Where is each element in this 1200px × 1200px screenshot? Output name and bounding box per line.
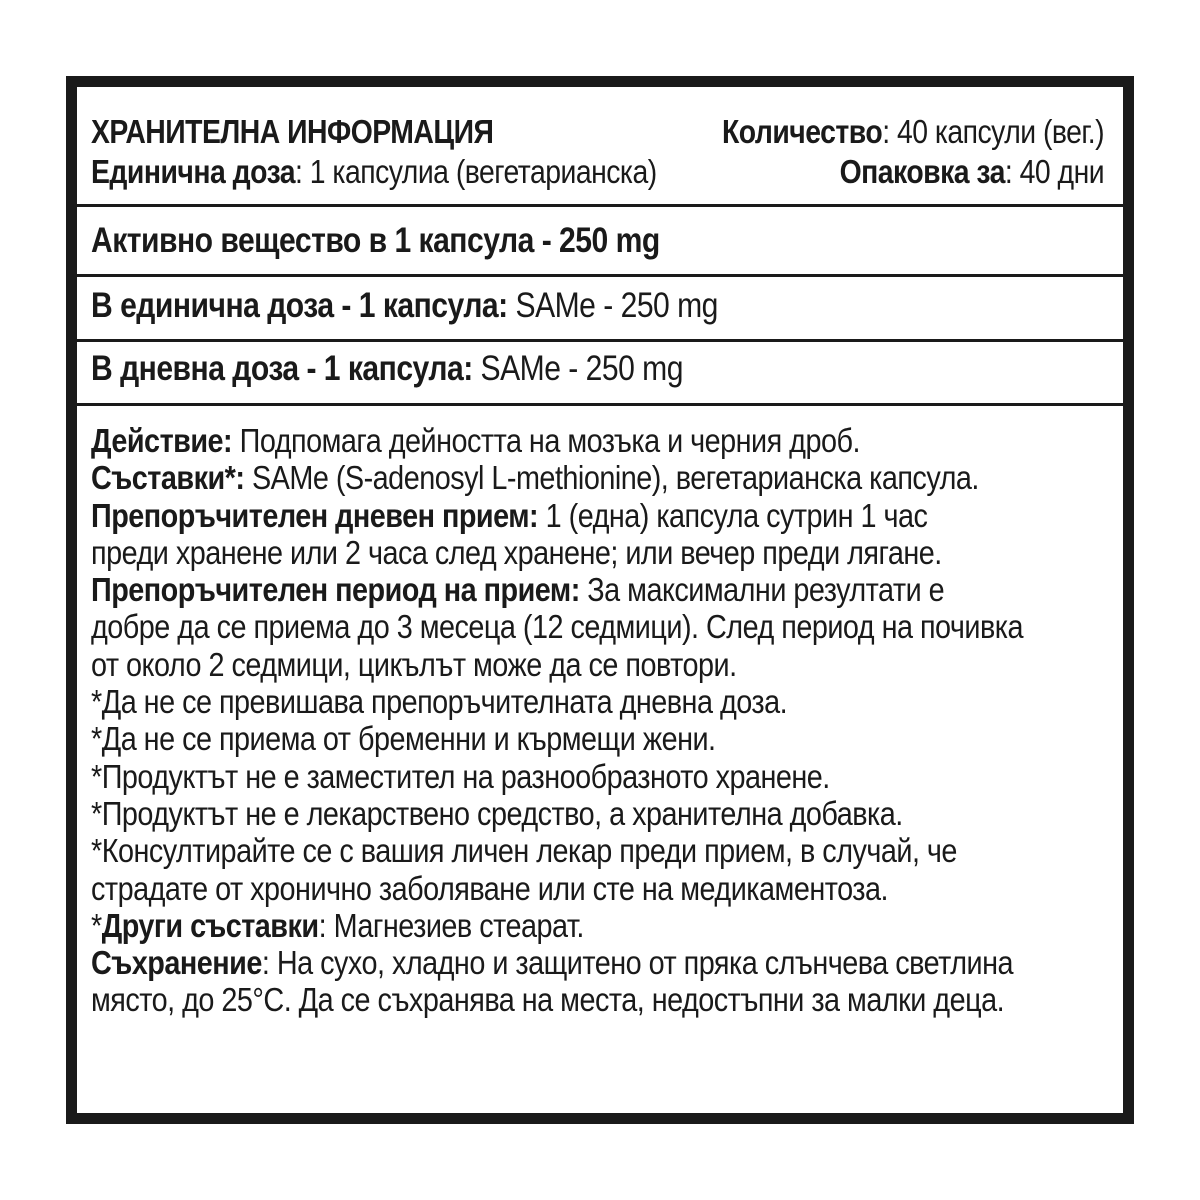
storage-label: Съхранение (91, 945, 262, 983)
nutrition-label (66, 76, 1134, 1124)
ingredients-label: Съставки*: (91, 460, 245, 498)
storage-line (91, 945, 1089, 982)
ingredients-value: SAMe (S-adenosyl L-methionine), вегетарианска капсула. (244, 460, 979, 498)
package-info (840, 153, 1105, 191)
daily-intake-value: 1 (една) капсула сутрин 1 час (538, 497, 928, 535)
warning-line: *Консултирайте се с вашия личен лекар преди прием, в случай, че (91, 833, 957, 871)
other-ingredients-value: : Магнезиев стеарат. (318, 907, 584, 945)
storage-line: място, до 25°С. Да се съхранява на места, недостъпни за малки деца. (91, 982, 1005, 1020)
period-line: от около 2 седмици, цикълът може да се повтори. (91, 646, 737, 684)
single-dose-row (91, 286, 966, 326)
other-ingredients-line (91, 908, 1089, 945)
quantity-info (722, 113, 1104, 151)
quantity-value: : 40 капсули (вег.) (882, 113, 1105, 150)
divider (77, 274, 1123, 277)
warning-line: *Да не се приема от бременни и кърмещи жени. (91, 721, 716, 759)
daily-dose-label: В дневна доза - 1 капсула: (91, 349, 473, 388)
storage-value: : На сухо, хладно и защитено от пряка слънчева светлина (261, 945, 1013, 983)
ingredients-line (91, 460, 1089, 497)
active-substance-text: Активно вещество в 1 капсула - 250 mg (91, 221, 660, 260)
active-substance-row (91, 221, 966, 261)
warning-line: страдате от хронично заболяване или сте на медикаментоза. (91, 870, 888, 908)
daily-intake-label: Препоръчителен дневен прием: (91, 497, 539, 535)
daily-intake-line: преди хранене или 2 часа след хранене; или вечер преди лягане. (91, 534, 942, 572)
header-row-2 (91, 153, 1105, 191)
daily-dose-row (91, 349, 966, 389)
package-value: : 40 дни (1004, 153, 1105, 190)
period-value: За максимални резултати е (579, 572, 945, 610)
divider (77, 339, 1123, 342)
dose-value: : 1 капсулиа (вегетарианска) (295, 153, 657, 190)
single-dose-label: В единична доза - 1 капсула: (91, 286, 508, 325)
period-line: добре да се приема до 3 месеца (12 седмици). След период на почивка (91, 609, 1024, 647)
other-ingredients-label: Други съставки (101, 907, 319, 945)
other-prefix: * (91, 907, 102, 945)
daily-dose-value: SAMe - 250 mg (472, 349, 683, 388)
label-title: ХРАНИТЕЛНА ИНФОРМАЦИЯ (91, 113, 494, 150)
header-row-1 (91, 113, 1105, 151)
quantity-label: Количество (721, 113, 883, 150)
action-value: Подпомага дейността на мозъка и черния дроб. (232, 423, 860, 460)
divider (77, 204, 1123, 207)
warning-line: *Да не се превишава препоръчителната дневна доза. (91, 684, 788, 722)
daily-intake-line (91, 498, 1089, 535)
action-line (91, 423, 1089, 460)
period-line (91, 572, 1089, 609)
dose-label: Единична доза (91, 153, 296, 190)
warning-line: *Продуктът не е лекарствено средство, а хранителна добавка. (91, 795, 903, 833)
single-dose-value: SAMe - 250 mg (507, 286, 718, 325)
warning-line: *Продуктът не е заместител на разнообразното хранене. (91, 758, 830, 796)
divider (77, 403, 1123, 406)
nutrition-label-content (77, 87, 1123, 1113)
period-label: Препоръчителен период на прием: (91, 572, 580, 610)
action-label: Действие: (91, 423, 233, 460)
details-section (91, 423, 1089, 1020)
package-label: Опаковка за (839, 153, 1005, 190)
